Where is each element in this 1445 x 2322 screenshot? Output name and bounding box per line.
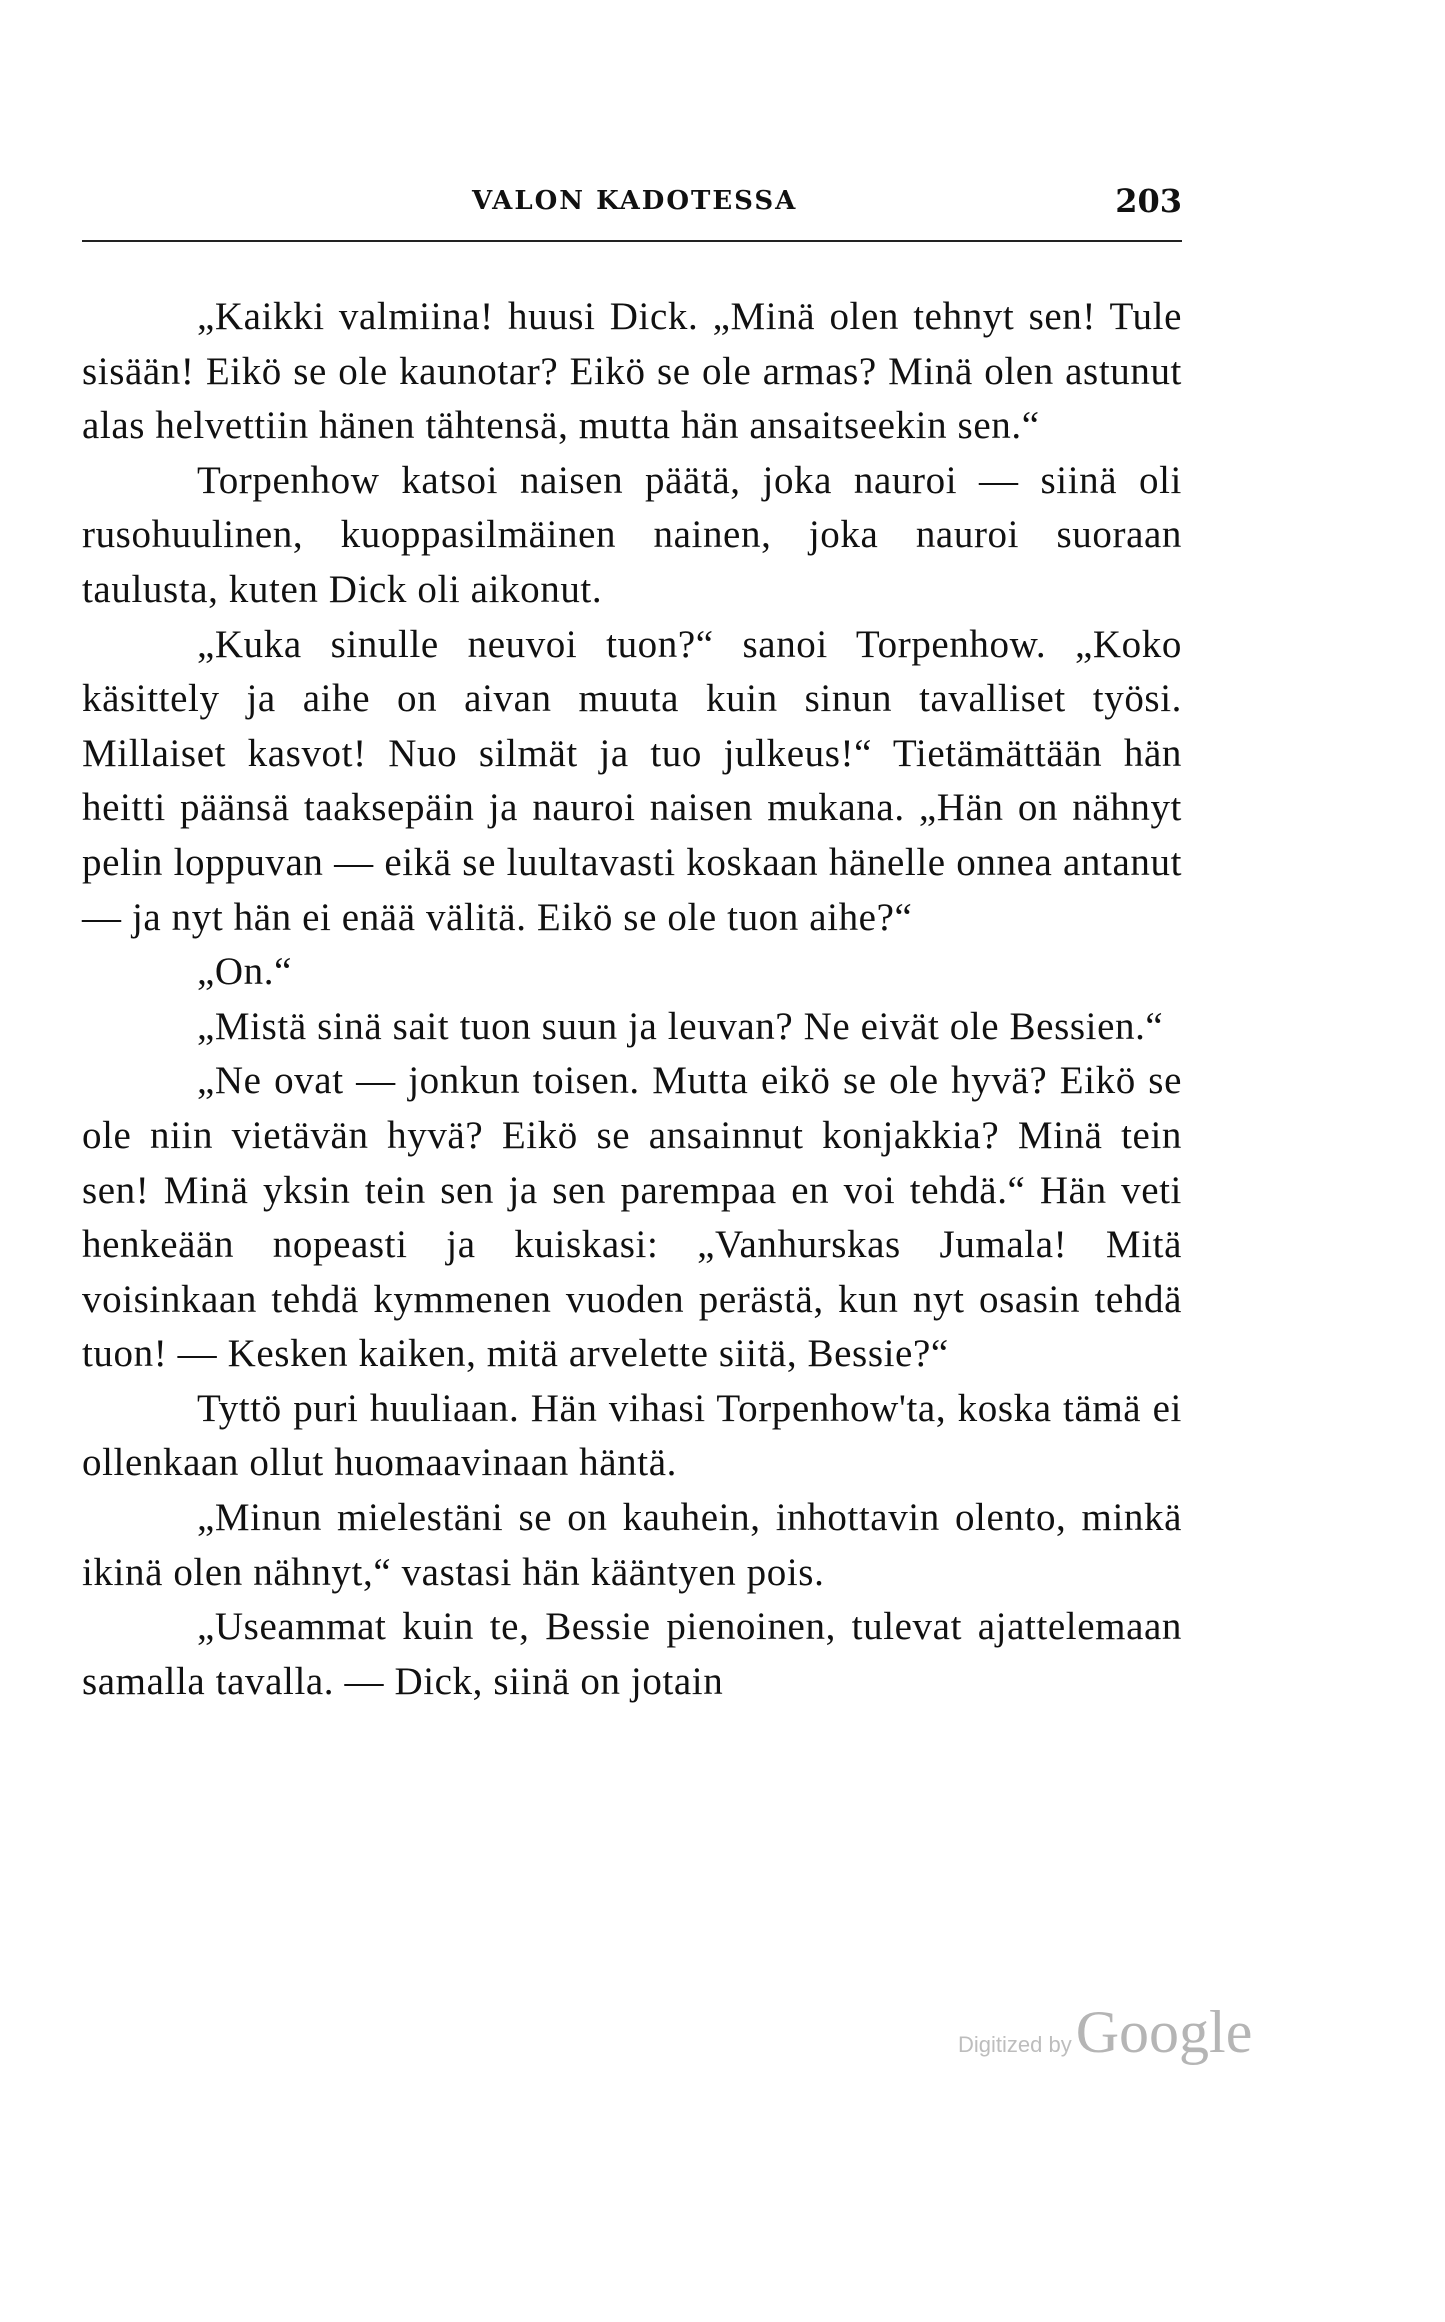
page-number: 203 [1115,182,1182,220]
paragraph: „On.“ [197,950,293,994]
header-rule [82,240,1182,242]
paragraph: „Kaikki valmiina! huusi Dick. „Minä olen tehnyt sen! Tule sisään! Eikö se ole kaunotar? Eikö se ole armas? Minä olen astunut alas helvettiin hänen tähtensä, mutta hän ansaitseekin sen.“ [82,295,1182,448]
running-head [82,178,1182,228]
paragraph: Torpenhow katsoi naisen päätä, joka nauroi — siinä oli rusohuulinen, kuoppasilmäinen nainen, joka nauroi suoraan taulusta, kuten Dick oli aikonut. [82,458,1182,611]
paragraph: „Ne ovat — jonkun toisen. Mutta eikö se ole hyvä? Eikö se ole niin vietävän hyvä? Eikö se ansainnut konjakkia? Minä tein sen! Minä yksin tein sen ja sen parempaa en voi tehdä.“ Hän veti henkeään nopeasti ja kuiskasi: „Vanhurskas Jumala! Mitä voisinkaan tehdä kymmenen vuoden perästä, kun nyt osasin tehdä tuon! — Kesken kaiken, mitä arvelette siitä, Bessie?“ [82,1059,1182,1376]
watermark-prefix: Digitized by [958,2032,1072,2057]
digitization-watermark [958,1998,1252,2068]
body-text [82,290,1182,1709]
paragraph: „Useammat kuin te, Bessie pienoinen, tulevat ajattelemaan samalla tavalla. — Dick, siinä on jotain [82,1605,1182,1703]
running-title: VALON KADOTESSA [472,186,798,216]
paragraph: „Minun mielestäni se on kauhein, inhottavin olento, minkä ikinä olen nähnyt,“ vastasi hän kääntyen pois. [82,1496,1182,1594]
watermark-brand: Google [1075,1999,1253,2065]
paragraph: „Kuka sinulle neuvoi tuon?“ sanoi Torpenhow. „Koko käsittely ja aihe on aivan muuta kuin sinun tavalliset työsi. Millaiset kasvot! Nuo silmät ja tuo julkeus!“ Tietämättään hän heitti päänsä taaksepäin ja nauroi naisen mukana. „Hän on nähnyt pelin loppuvan — eikä se luultavasti koskaan hänelle onnea antanut — ja nyt hän ei enää välitä. Eikö se ole tuon aihe?“ [82,622,1182,939]
paragraph: „Mistä sinä sait tuon suun ja leuvan? Ne eivät ole Bessien.“ [197,1004,1164,1048]
paragraph: Tyttö puri huuliaan. Hän vihasi Torpenhow'ta, koska tämä ei ollenkaan ollut huomaavinaan häntä. [82,1386,1182,1485]
